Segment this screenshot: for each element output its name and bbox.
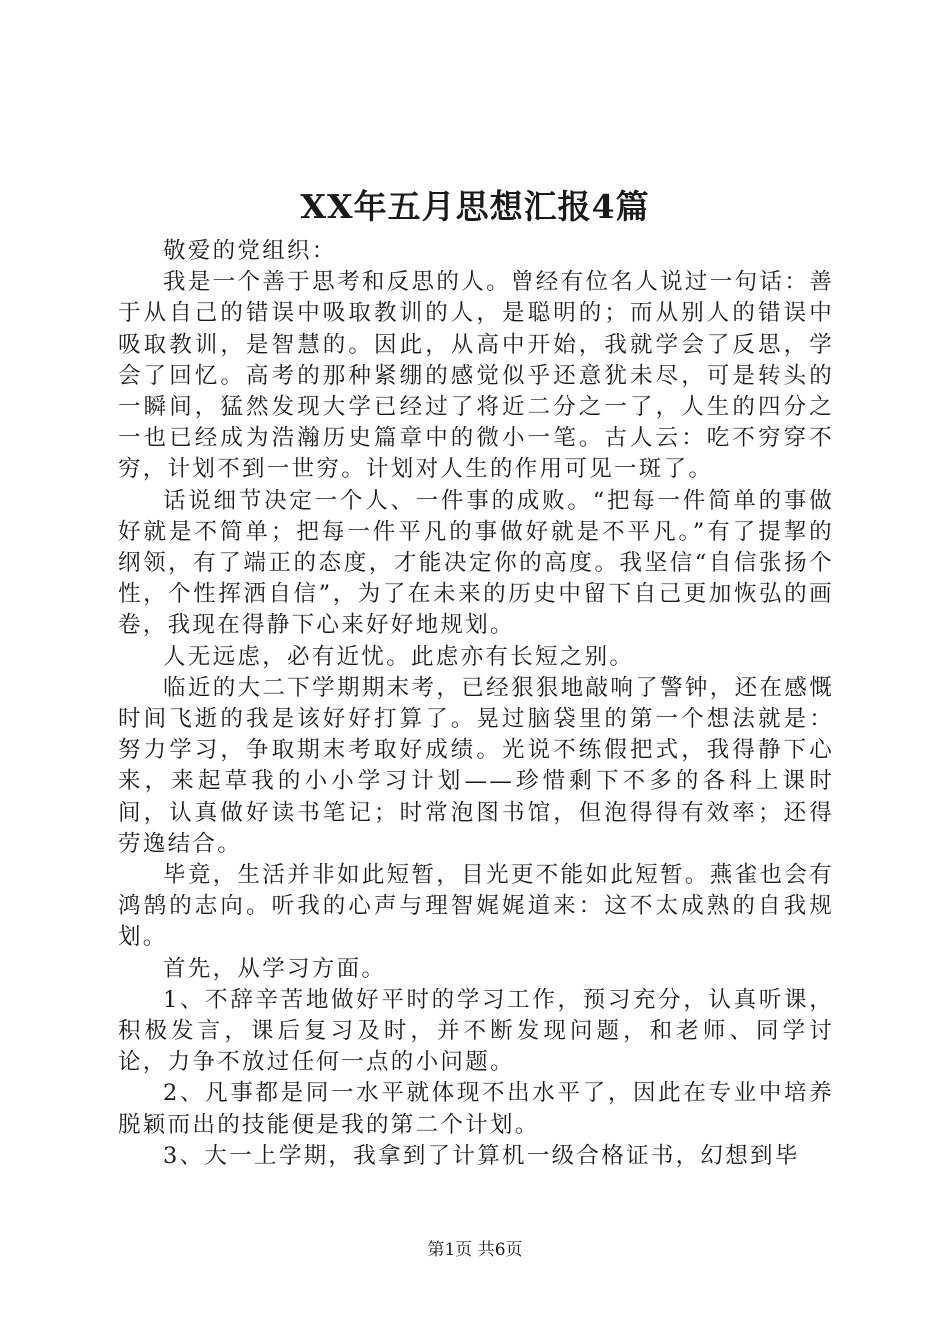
- paragraph: 我是一个善于思考和反思的人。曾经有位名人说过一句话：善于从自己的错误中吸取教训的人，是聪明的；而从别人的错误中吸取教训，是智慧的。因此，从高中开始，我就学会了反思，学会了回忆。高考的那种紧绷的感觉似乎还意犹未尽，可是转头的一瞬间，猛然发现大学已经过了将近二分之一了，人生的四分之一也已经成为浩瀚历史篇章中的微小一笔。古人云：吃不穷穿不穷，计划不到一世穷。计划对人生的作用可见一斑了。: [118, 269, 834, 483]
- paragraph: 首先，从学习方面。: [163, 955, 387, 982]
- salutation: 敬爱的党组织：: [163, 238, 337, 264]
- paragraph: 临近的大二下学期期末考，已经狠狠地敲响了警钟，还在感慨时间飞逝的我是该好好打算了。晃过脑袋里的第一个想法就是：努力学习，争取期末考取好成绩。光说不练假把式，我得静下心来，来起草我的小小学习计划——珍惜剩下不多的各科上课时间，认真做好读书笔记；时常泡图书馆，但泡得得有效率；还得劳逸结合。: [118, 674, 834, 857]
- page-footer: 第1页 共6页: [427, 1240, 523, 1260]
- paragraph: 人无远虑，必有近忧。此虑亦有长短之别。: [163, 643, 635, 670]
- list-item: 2、凡事都是同一水平就体现不出水平了，因此在专业中培养脱颖而出的技能便是我的第二个计划。: [118, 1080, 834, 1138]
- document-body: [118, 236, 834, 1172]
- list-item: 3、大一上学期，我拿到了计算机一级合格证书，幻想到毕: [163, 1142, 800, 1169]
- document-title: XX年五月思想汇报4篇: [300, 187, 650, 226]
- list-item: 1、不辞辛苦地做好平时的学习工作，预习充分，认真听课，积极发言，课后复习及时，并不断发现问题，和老师、同学讨论，力争不放过任何一点的小问题。: [118, 986, 834, 1076]
- paragraph: 话说细节决定一个人、一件事的成败。“把每一件简单的事做好就是不简单；把每一件平凡的事做好就是不平凡。”有了提挈的纲领，有了端正的态度，才能决定你的高度。我坚信“自信张扬个性，个性挥洒自信”，为了在未来的历史中留下自己更加恢弘的画卷，我现在得静下心来好好地规划。: [118, 487, 834, 639]
- paragraph: 毕竟，生活并非如此短暂，目光更不能如此短暂。燕雀也会有鸿鹄的志向。听我的心声与理智娓娓道来：这不太成熟的自我规划。: [118, 862, 834, 951]
